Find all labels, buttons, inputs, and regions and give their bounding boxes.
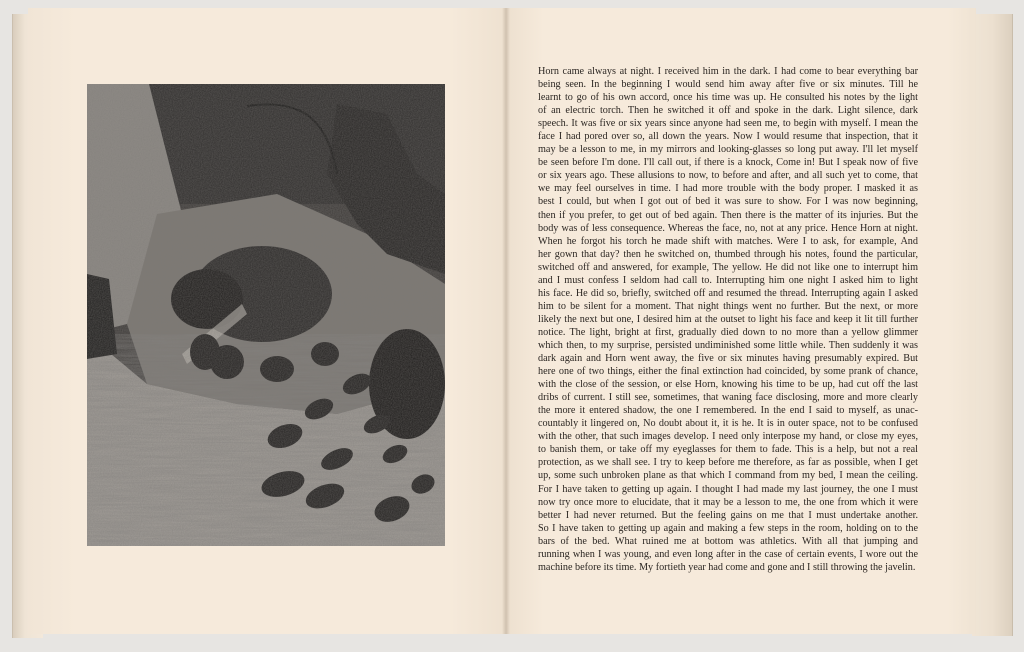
book-text [538,65,918,574]
text-line: him to be silent for a moment. That night things went no further. But the next, or more [538,300,918,312]
text-line: protection, as we shall see. I try to keep before me therefore, as far as possible, when I get [538,457,918,469]
text-line: the more it entered shadow, the one I remembered. In the end I said to myself, as unac- [538,405,918,417]
text-line: countably it lingered on, No doubt about it, it is he. It is in outer space, not to be confused [538,418,918,430]
text-line: speech. It was five or six years since anyone had seen me, to begin with myself. I mean the [538,118,918,130]
text-line: body was of less consequence. Whereas the face, no, not at any price. Hence Horn at night. [538,222,918,234]
book-gutter [502,8,510,634]
text-line: up, some such unbroken plane as that which I command from my bed, I mean the ceiling. [538,470,918,482]
text-line: with the close of the session, or else Horn, knowing his time to be up, had cut off the last [538,379,918,391]
text-line: his face. He did so, briefly, switched off and resumed the thread. Interrupting again I asked [538,287,918,299]
text-line: being seen. In the beginning I would send him away after five or six minutes. Till he [538,79,918,91]
text-line: may be a lesson to me, in my mirrors and looking-glasses so long put away. I'll let myself [538,144,918,156]
text-line: now try once more to elucidate, that it may be a lesson to me, the one from which it were [538,496,918,508]
abstract-etching-illustration [87,84,445,546]
text-line: with the other, that such images develop. I need only interpose my hand, or close my eyes, [538,431,918,443]
text-line: dribs of current. I still see, sometimes, that waning face disclosing, more and more clearly [538,392,918,404]
text-line: When he forgot his torch he made shift with matches. Were I to ask, for example, And [538,235,918,247]
text-line: her gown that day? then he switched on, thumbed through his notes, found the particular, [538,248,918,260]
text-line: then if you prefer, to get out of bed again. Then there is the matter of its injuries. But the [538,209,918,221]
text-line: switched off and answered, for example, The yellow. He did not like one to interrupt him [538,261,918,273]
text-line: and I must confess I seldom had call to. Interrupting him one night I asked him to light [538,274,918,286]
text-line: of an electric torch. Then he switched it off and spoke in the dark. Light silence, dark [538,105,918,117]
text-line: to banish them, or take off my eyeglasses for them to fade. This is a help, but not a real [538,444,918,456]
text-line: or six years ago. These allusions to now, to before and after, and all such yet to come, that [538,170,918,182]
text-line: For I have taken to getting up again. I thought I had made my last journey, the one I must [538,483,918,495]
text-line: learnt to go of his own accord, once his time was up. He consulted his notes by the light [538,92,918,104]
text-line: running when I was young, and even long after in the case of certain events, I wore out the [538,548,918,560]
text-line: which then, to my surprise, persisted undiminished some little while. Then suddenly it was [538,339,918,351]
text-line: Horn came always at night. I received him in the dark. I had come to bear everything bar [538,66,918,77]
text-line: be seen before I'm done. I'll call out, if there is a knock, Come in! But I speak now of five [538,157,918,169]
right-page-edges [972,14,1013,636]
text-line: here one of two things, either the final extinction had coincided, by some prank of chance, [538,366,918,378]
text-line: machine before its time. My fortieth year had come and gone and I still throwing the javelin. [538,561,916,573]
text-line: likely the next but one, I desired him at the outset to light his face and keep it lit till further [538,313,918,325]
text-line: notice. The light, bright at first, gradually died down to no more than a yellow glimmer [538,326,918,338]
text-line: bars of the bed. What ruined me at bottom was athletics. With all that jumping and [538,535,918,547]
text-line: face I had pored over so, all down the years. Now I would resume that inspection, that it [538,131,918,143]
text-line: So I have taken to getting up again and making a few steps in the room, holding on to the [538,522,918,534]
text-line: dark again and Horn went away, the five or six minutes having presumably expired. But [538,353,918,365]
text-line: better I had never returned. But the feeling gains on me that I must undertake another. [538,509,918,521]
text-line: best I could, but when I got out of bed it was sure to show. For I was now beginning, [538,196,918,208]
text-line: we may feel ourselves in time. I had more trouble with the body proper. I masked it as [538,183,918,195]
